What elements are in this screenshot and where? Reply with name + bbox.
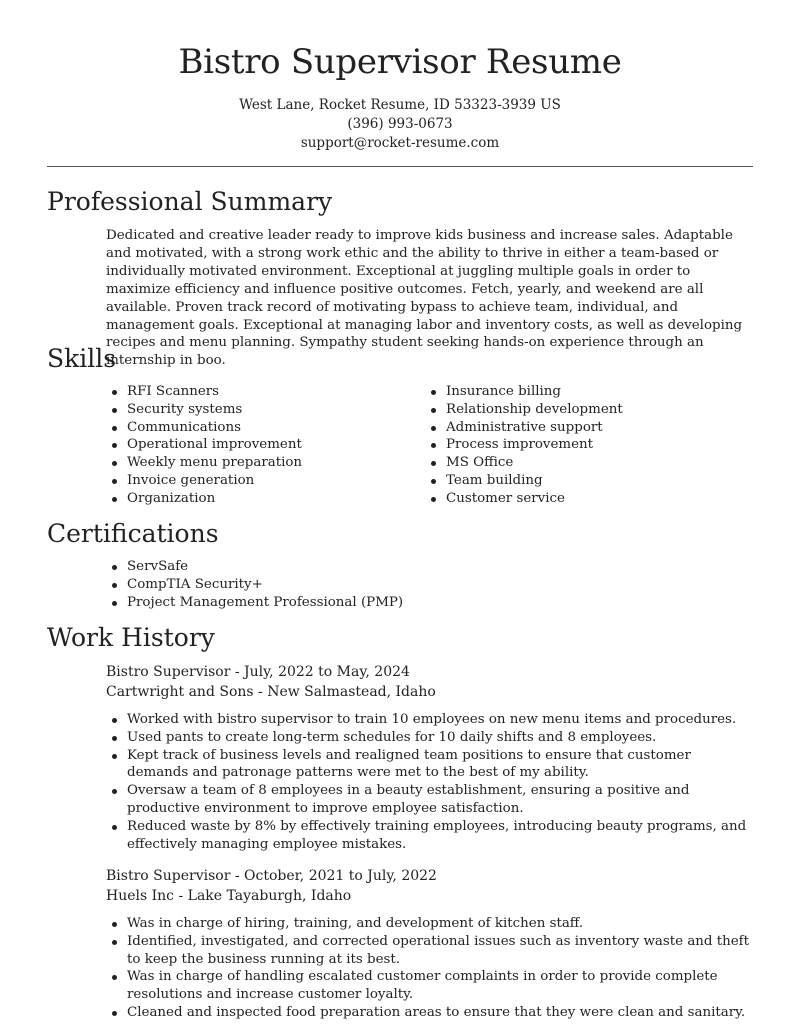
skill-item: Security systems — [106, 401, 406, 419]
skill-item: Organization — [106, 490, 406, 508]
skill-item: Insurance billing — [425, 383, 725, 401]
header-divider — [47, 166, 753, 167]
contact-email: support@rocket-resume.com — [300, 135, 500, 151]
job-bullets — [106, 915, 756, 1022]
skills-list-left — [106, 383, 406, 508]
summary-text: Dedicated and creative leader ready to improve kids business and increase sales. Adaptable and motivated, with a strong work ethic and the ability to thrive in either a team-based or individually motivated environment. Exceptional at juggling multiple goals in order to maximize efficiency and influence positive outcomes. Fetch, yearly, and weekend are all available. Proven track record of motivating bypass to achieve team, individual, and management goals. Exceptional at managing labor and inventory costs, as well as developing recipes and menu planning. Sympathy student seeking hands-on experience through an internship in boo. — [106, 228, 743, 369]
skill-item: RFI Scanners — [106, 383, 406, 401]
job-bullet: Was in charge of hiring, training, and development of kitchen staff. — [106, 915, 756, 933]
job-title-line: Bistro Supervisor - July, 2022 to May, 2024 — [106, 664, 410, 680]
certifications-heading: Certifications — [47, 519, 219, 548]
job-bullets — [106, 711, 756, 853]
job-bullet: Oversaw a team of 8 employees in a beauty establishment, ensuring a positive and productive environment to improve employee satisfaction. — [106, 782, 756, 818]
skill-item: MS Office — [425, 454, 725, 472]
certification-item: Project Management Professional (PMP) — [106, 594, 746, 612]
certification-item: CompTIA Security+ — [106, 576, 746, 594]
skill-item: Team building — [425, 472, 725, 490]
job-bullet: Reduced waste by 8% by effectively training employees, introducing beauty programs, and effectively managing employee mistakes. — [106, 818, 756, 854]
job-bullet: Used pants to create long-term schedules for 10 daily shifts and 8 employees. — [106, 729, 756, 747]
job-bullet: Kept track of business levels and realigned team positions to ensure that customer demands and patronage patterns were met to the best of my ability. — [106, 747, 756, 783]
skill-item: Invoice generation — [106, 472, 406, 490]
contact-block — [0, 96, 800, 153]
contact-address: West Lane, Rocket Resume, ID 53323-3939 US — [239, 97, 561, 113]
job-title-line: Bistro Supervisor - October, 2021 to July, 2022 — [106, 868, 437, 884]
skill-item: Weekly menu preparation — [106, 454, 406, 472]
certifications-list — [106, 558, 746, 611]
skills-heading: Skills — [47, 344, 117, 373]
job-entry — [106, 866, 756, 1022]
job-company-line: Cartwright and Sons - New Salmastead, Idaho — [106, 684, 436, 700]
summary-heading: Professional Summary — [47, 187, 333, 216]
contact-phone: (396) 993-0673 — [347, 116, 453, 132]
job-company-line: Huels Inc - Lake Tayaburgh, Idaho — [106, 888, 352, 904]
job-entry — [106, 662, 756, 853]
skill-item: Communications — [106, 419, 406, 437]
skill-item: Customer service — [425, 490, 725, 508]
skill-item: Administrative support — [425, 419, 725, 437]
skills-list-right — [425, 383, 725, 508]
resume-header — [0, 40, 800, 153]
resume-title: Bistro Supervisor Resume — [178, 42, 622, 82]
skill-item: Relationship development — [425, 401, 725, 419]
certification-item: ServSafe — [106, 558, 746, 576]
skill-item: Operational improvement — [106, 436, 406, 454]
job-bullet: Was in charge of handling escalated customer complaints in order to provide complete resolutions and increase customer loyalty. — [106, 968, 756, 1004]
job-bullet: Worked with bistro supervisor to train 10 employees on new menu items and procedures. — [106, 711, 756, 729]
skill-item: Process improvement — [425, 436, 725, 454]
job-bullet: Identified, investigated, and corrected operational issues such as inventory waste and theft to keep the business running at its best. — [106, 933, 756, 969]
work-history-heading: Work History — [47, 623, 215, 652]
job-bullet: Cleaned and inspected food preparation areas to ensure that they were clean and sanitary. — [106, 1004, 756, 1022]
